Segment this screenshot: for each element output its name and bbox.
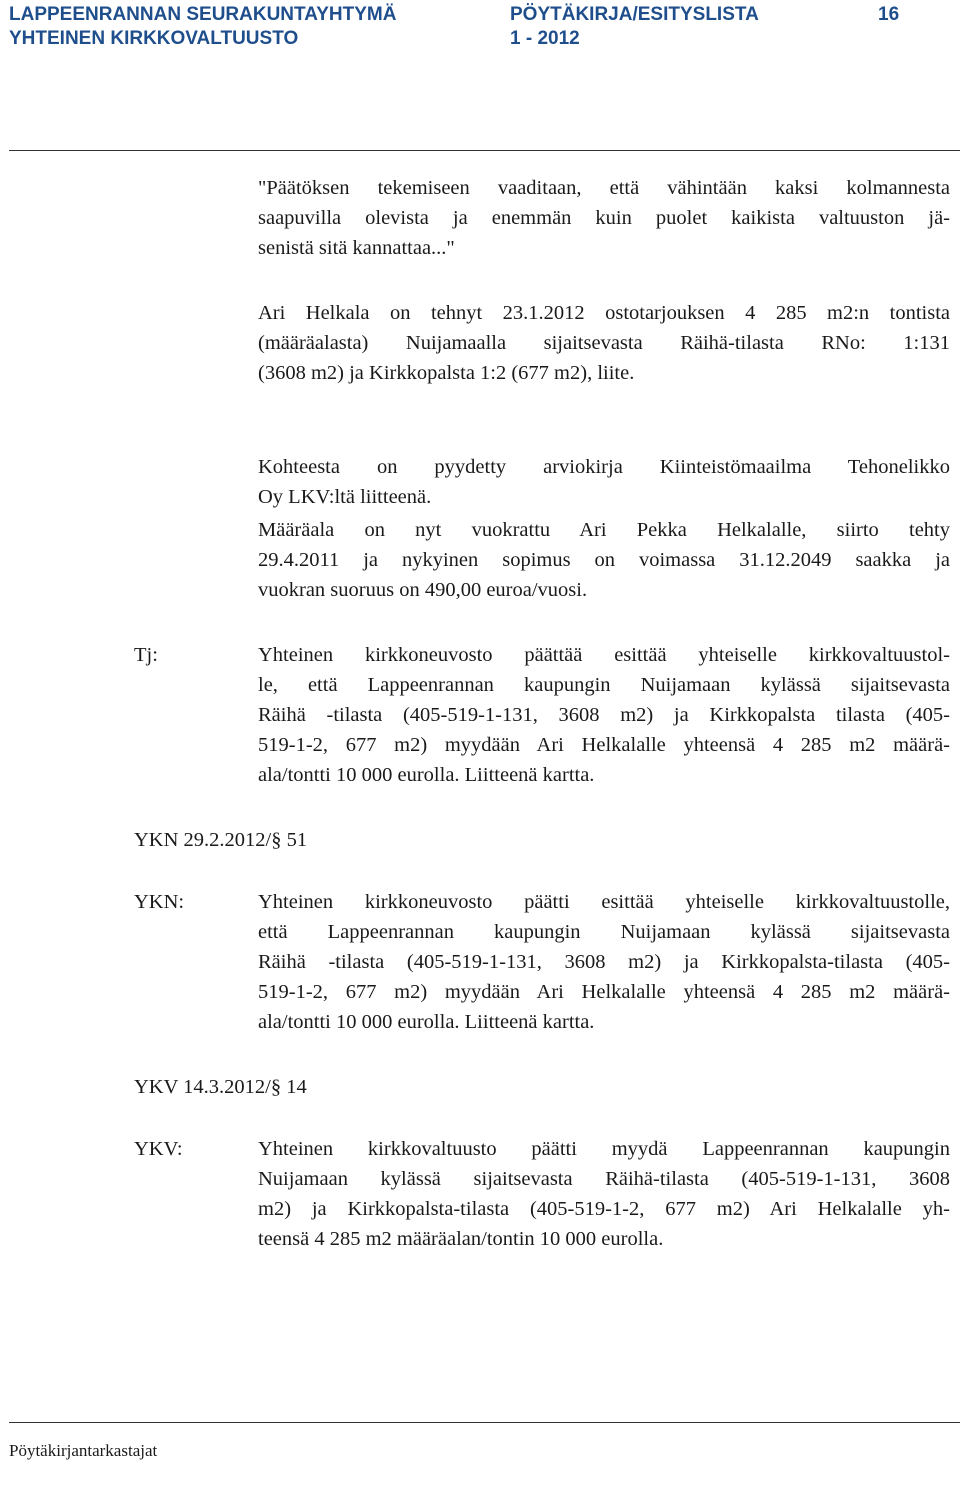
quote-paragraph <box>258 173 950 263</box>
tj-proposal-paragraph <box>258 640 950 790</box>
tj-line: ala/tontti 10 000 eurolla. Liitteenä kartta. <box>258 764 595 786</box>
council-name: YHTEINEN KIRKKOVALTUUSTO <box>9 28 299 49</box>
ykv-line: Nuijamaan kylässä sijaitsevasta Räihä-tilasta (405-519-1-131, 3608 <box>258 1168 950 1190</box>
ykv-reference: YKV 14.3.2012/§ 14 <box>134 1076 307 1098</box>
appraisal-line: Oy LKV:ltä liitteenä. <box>258 486 432 508</box>
offer-line: (määräalasta) Nuijamaalla sijaitsevasta Räihä-tilasta RNo: 1:131 <box>258 332 950 354</box>
tj-line: le, että Lappeenrannan kaupungin Nuijamaan kylässä sijaitsevasta <box>258 674 950 696</box>
document-type: PÖYTÄKIRJA/ESITYSLISTA <box>510 4 759 25</box>
offer-paragraph <box>258 298 950 388</box>
tj-label: Tj: <box>134 644 158 666</box>
tj-line: Räihä -tilasta (405-519-1-131, 3608 m2) ja Kirkkopalsta tilasta (405- <box>258 704 950 726</box>
quote-line: "Päätöksen tekemiseen vaaditaan, että vähintään kaksi kolmannesta <box>258 177 950 199</box>
ykv-line: m2) ja Kirkkopalsta-tilasta (405-519-1-2, 677 m2) Ari Helkalalle yh- <box>258 1198 950 1220</box>
ykn-label: YKN: <box>134 891 185 913</box>
lease-line: Määräala on nyt vuokrattu Ari Pekka Helkalalle, siirto tehty <box>258 519 950 541</box>
offer-line: (3608 m2) ja Kirkkopalsta 1:2 (677 m2), liite. <box>258 362 635 384</box>
appraisal-paragraph <box>258 452 950 512</box>
footer-label: Pöytäkirjantarkastajat <box>9 1441 158 1460</box>
ykn-line: 519-1-2, 677 m2) myydään Ari Helkalalle yhteensä 4 285 m2 määrä- <box>258 981 950 1003</box>
ykn-line: ala/tontti 10 000 eurolla. Liitteenä kartta. <box>258 1011 595 1033</box>
lease-paragraph <box>258 515 950 605</box>
ykn-line: että Lappeenrannan kaupungin Nuijamaan kylässä sijaitsevasta <box>258 921 950 943</box>
tj-line: 519-1-2, 677 m2) myydään Ari Helkalalle yhteensä 4 285 m2 määrä- <box>258 734 950 756</box>
organization-name: LAPPEENRANNAN SEURAKUNTAYHTYMÄ <box>9 4 397 25</box>
lease-line: vuokran suoruus on 490,00 euroa/vuosi. <box>258 579 588 601</box>
offer-line: Ari Helkala on tehnyt 23.1.2012 ostotarjouksen 4 285 m2:n tontista <box>258 302 950 324</box>
quote-line: senistä sitä kannattaa..." <box>258 237 455 259</box>
footer-divider <box>9 1422 960 1423</box>
ykv-decision-paragraph <box>258 1134 950 1254</box>
quote-line: saapuvilla olevista ja enemmän kuin puolet kaikista valtuuston jä- <box>258 207 950 229</box>
header-divider <box>9 150 960 151</box>
document-number: 1 - 2012 <box>510 28 580 49</box>
ykn-reference: YKN 29.2.2012/§ 51 <box>134 829 308 851</box>
ykn-line: Räihä -tilasta (405-519-1-131, 3608 m2) ja Kirkkopalsta-tilasta (405- <box>258 951 950 973</box>
lease-line: 29.4.2011 ja nykyinen sopimus on voimassa 31.12.2049 saakka ja <box>258 549 950 571</box>
page-number: 16 <box>878 4 900 25</box>
ykv-label: YKV: <box>134 1138 183 1160</box>
ykv-line: Yhteinen kirkkovaltuusto päätti myydä Lappeenrannan kaupungin <box>258 1138 950 1160</box>
ykv-line: teensä 4 285 m2 määräalan/tontin 10 000 eurolla. <box>258 1228 664 1250</box>
tj-line: Yhteinen kirkkoneuvosto päättää esittää yhteiselle kirkkovaltuustol- <box>258 644 950 666</box>
ykn-line: Yhteinen kirkkoneuvosto päätti esittää yhteiselle kirkkovaltuustolle, <box>258 891 950 913</box>
appraisal-line: Kohteesta on pyydetty arviokirja Kiinteistömaailma Tehonelikko <box>258 456 950 478</box>
ykn-decision-paragraph <box>258 887 950 1037</box>
